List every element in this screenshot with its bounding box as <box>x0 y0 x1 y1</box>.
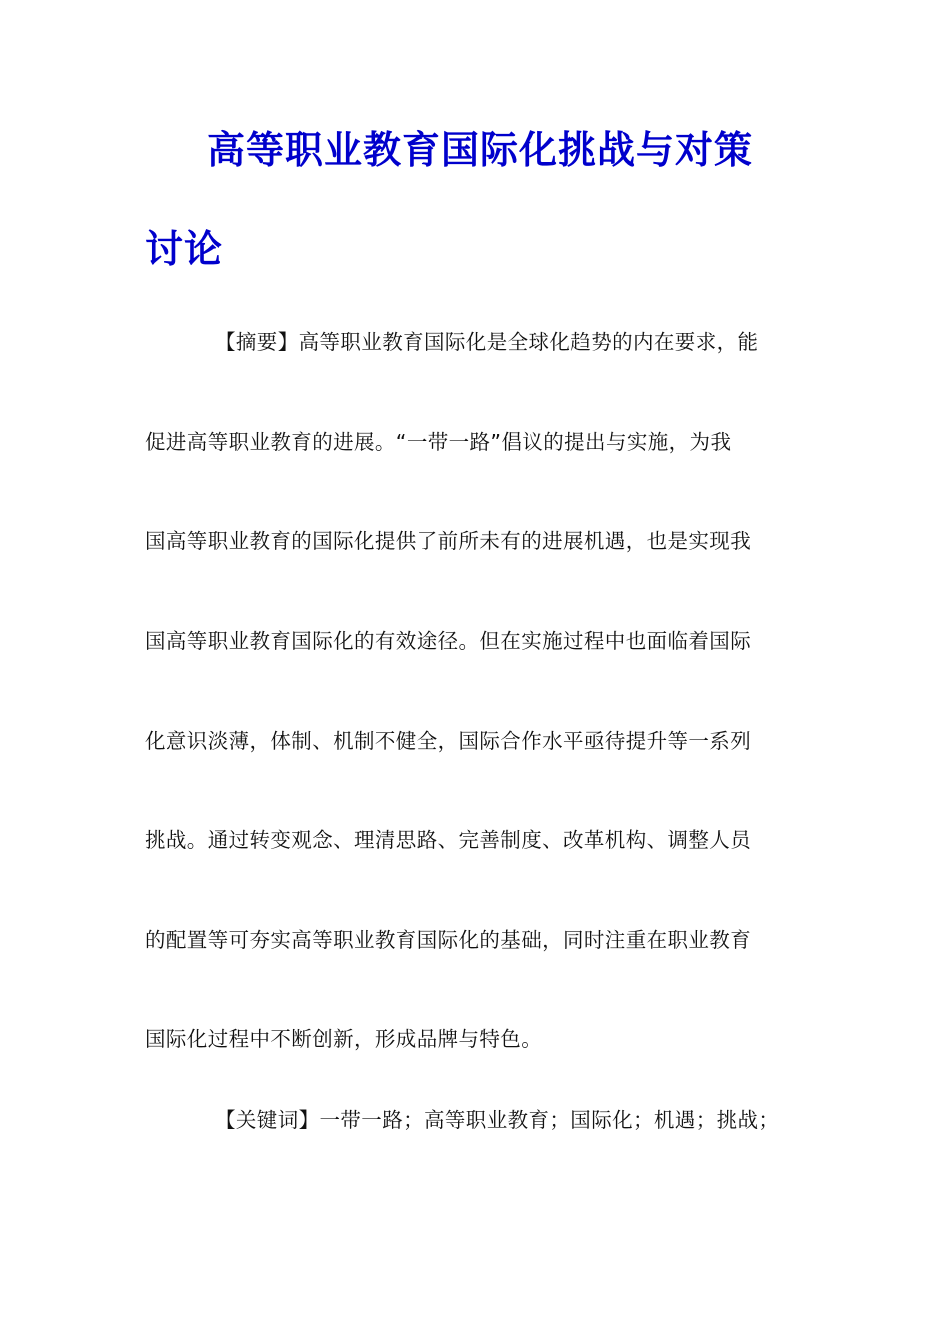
abstract-line: 挑战。通过转变观念、理清思路、完善制度、改革机构、调整人员 <box>145 828 752 852</box>
document-title-line-2: 讨论 <box>145 226 224 271</box>
keywords-line: 【关键词】一带一路；高等职业教育；国际化；机遇；挑战； <box>215 1108 780 1132</box>
abstract-line: 的配置等可夯实高等职业教育国际化的基础，同时注重在职业教育 <box>145 928 752 952</box>
abstract-line: 国际化过程中不断创新，形成品牌与特色。 <box>145 1027 543 1051</box>
abstract-line: 【摘要】高等职业教育国际化是全球化趋势的内在要求，能 <box>215 330 759 354</box>
abstract-line: 促进高等职业教育的进展。“一带一路”倡议的提出与实施，为我 <box>145 430 732 454</box>
document-title-line-1: 高等职业教育国际化挑战与对策 <box>207 127 754 172</box>
abstract-line: 国高等职业教育国际化的有效途径。但在实施过程中也面临着国际 <box>145 629 752 653</box>
abstract-line: 国高等职业教育的国际化提供了前所未有的进展机遇，也是实现我 <box>145 529 752 553</box>
abstract-line: 化意识淡薄，体制、机制不健全，国际合作水平亟待提升等一系列 <box>145 729 752 753</box>
